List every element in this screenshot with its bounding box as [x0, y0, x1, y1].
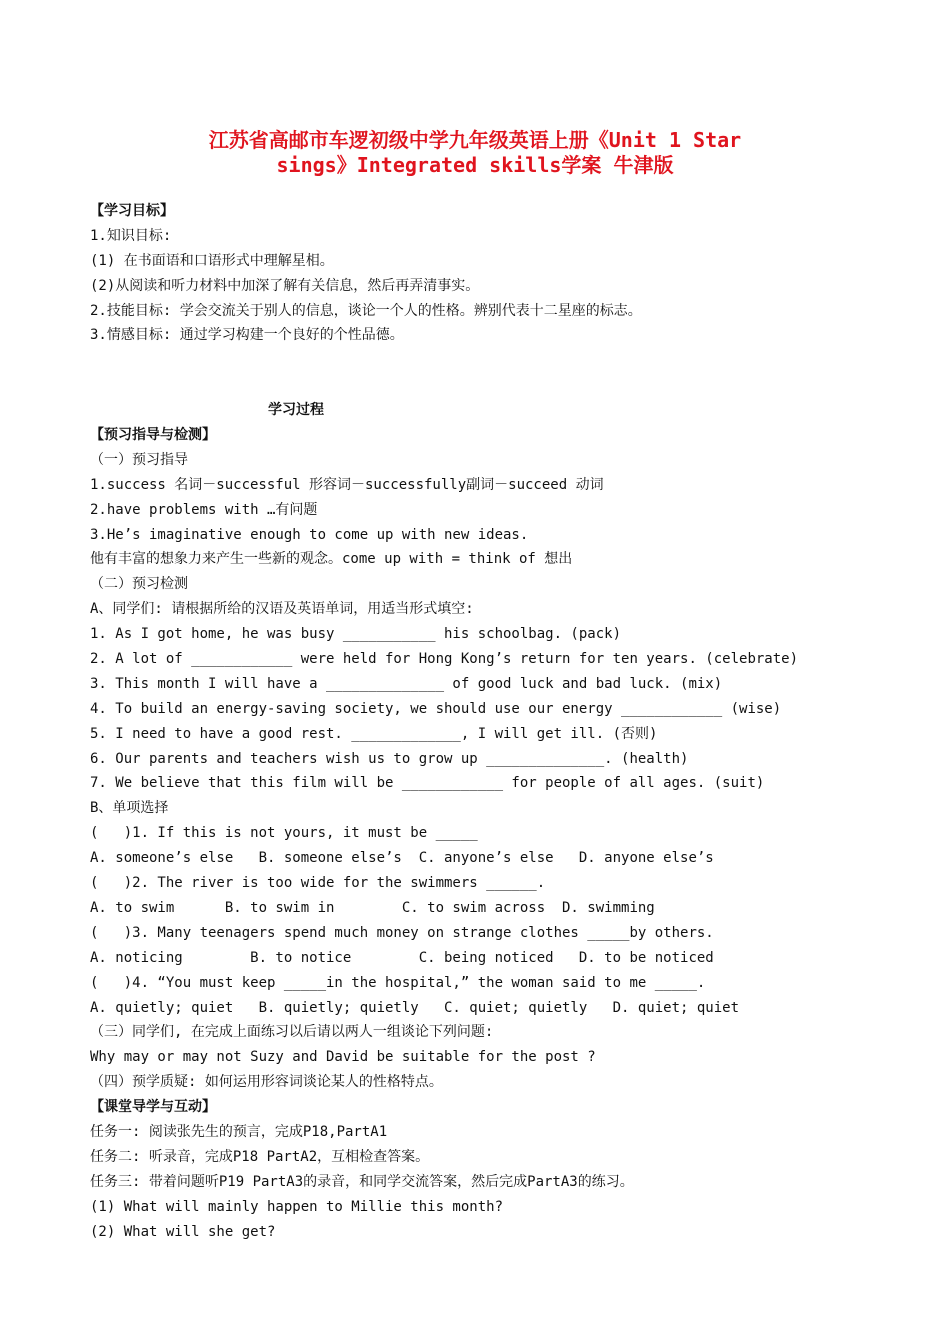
text-line: 3.He’s imaginative enough to come up with new ideas.: [90, 526, 529, 543]
text-line: （二）预习检测: [90, 576, 188, 593]
text-line: A、同学们: 请根据所给的汉语及英语单词，用适当形式填空:: [90, 601, 474, 618]
exercise-line: 1. As I got home, he was busy ___________ his schoolbag. (pack): [90, 626, 622, 643]
question-line: ( )3. Many teenagers spend much money on strange clothes _____by others.: [90, 924, 714, 941]
task-line: 任务三: 带着问题听P19 PartA3的录音，和同学交流答案，然后完成PartA3的练习。: [90, 1173, 634, 1190]
text-line: 1.知识目标:: [90, 227, 172, 244]
text-line: （三）同学们, 在完成上面练习以后请以两人一组谈论下列问题:: [90, 1024, 494, 1041]
options-line: A. noticing B. to notice C. being noticed D. to be noticed: [90, 949, 714, 966]
task-line: 任务二: 听录音，完成P18 PartA2，互相检查答案。: [90, 1148, 430, 1165]
text-line: 2.技能目标: 学会交流关于别人的信息，谈论一个人的性格。辨别代表十二星座的标志。: [90, 302, 642, 319]
question-line: (1) What will mainly happen to Millie this month?: [90, 1198, 504, 1215]
section-heading-preview: 【预习指导与检测】: [90, 427, 216, 444]
text-line: (1) 在书面语和口语形式中理解星相。: [90, 252, 334, 269]
options-line: A. someone’s else B. someone else’s C. anyone’s else D. anyone else’s: [90, 850, 714, 867]
text-line: （四）预学质疑: 如何运用形容词谈论某人的性格特点。: [90, 1074, 443, 1091]
document-title-line2: sings》Integrated skills学案 牛津版: [276, 153, 674, 177]
text-line: 3.情感目标: 通过学习构建一个良好的个性品德。: [90, 327, 404, 344]
section-heading-classroom: 【课堂导学与互动】: [90, 1099, 216, 1116]
spacer: [90, 373, 830, 398]
text-line: （一）预习指导: [90, 451, 188, 468]
question-line: (2) What will she get?: [90, 1223, 276, 1240]
document-body: [90, 199, 830, 1244]
section-heading-process: 学习过程: [268, 402, 324, 419]
exercise-line: 7. We believe that this film will be ____________ for people of all ages. (suit): [90, 775, 765, 792]
options-line: A. to swim B. to swim in C. to swim across D. swimming: [90, 899, 655, 916]
task-line: 任务一: 阅读张先生的预言，完成P18,PartA1: [90, 1123, 388, 1140]
text-line: 1.success 名词－successful 形容词－successfully副词－succeed 动词: [90, 476, 604, 493]
exercise-line: 3. This month I will have a ______________ of good luck and bad luck. (mix): [90, 675, 723, 692]
question-line: ( )1. If this is not yours, it must be _____: [90, 825, 478, 842]
text-line: B、单项选择: [90, 800, 169, 817]
exercise-line: 2. A lot of ____________ were held for Hong Kong’s return for ten years. (celebrate): [90, 651, 799, 668]
text-line: 2.have problems with …有问题: [90, 501, 318, 518]
question-line: ( )4. “You must keep _____in the hospital,” the woman said to me _____.: [90, 974, 706, 991]
text-line: (2)从阅读和听力材料中加深了解有关信息，然后再弄清事实。: [90, 277, 480, 294]
exercise-line: 4. To build an energy-saving society, we should use our energy ____________ (wise): [90, 700, 782, 717]
question-line: ( )2. The river is too wide for the swimmers ______.: [90, 875, 546, 892]
exercise-line: 6. Our parents and teachers wish us to grow up ______________. (health): [90, 750, 689, 767]
section-heading-objectives: 【学习目标】: [90, 203, 174, 219]
exercise-line: 5. I need to have a good rest. _____________, I will get ill. (否则): [90, 725, 658, 742]
text-line: 他有丰富的想象力来产生一些新的观念。come up with = think of 想出: [90, 551, 573, 568]
spacer: [90, 348, 830, 373]
options-line: A. quietly; quiet B. quietly; quietly C. quiet; quietly D. quiet; quiet: [90, 999, 740, 1016]
document-title-line1: 江苏省高邮市车逻初级中学九年级英语上册《Unit 1 Star: [208, 128, 742, 152]
text-line: Why may or may not Suzy and David be suitable for the post ?: [90, 1049, 596, 1066]
